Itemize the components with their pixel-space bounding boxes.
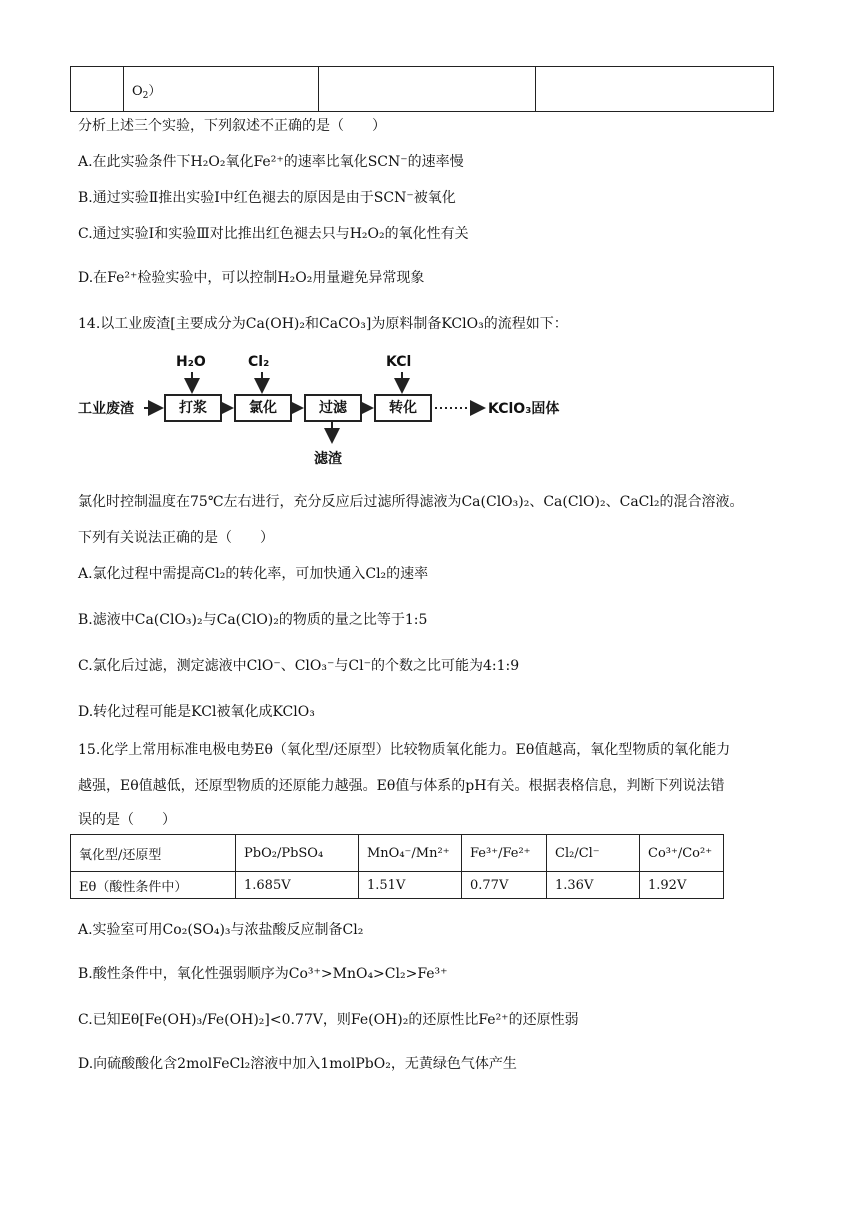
table-value-cell: 0.77V [462,872,547,899]
table-cell [319,67,536,112]
flow-step-slurry: 打浆 [164,394,222,422]
flow-start-label: 工业废渣 [78,401,134,417]
top-table-fragment [70,66,774,112]
flow-input-cl2: Cl₂ [248,354,270,370]
q13-option-d: D.在Fe²⁺检验实验中，可以控制H₂O₂用量避免异常现象 [78,270,425,286]
table-value-cell: 1.36V [547,872,640,899]
flow-step-chlorination: 氯化 [234,394,292,422]
table-cell [71,67,124,112]
table-value-cell: 1.51V [359,872,462,899]
flow-step-filtration: 过滤 [304,394,362,422]
table-header-cell: Co³⁺/Co²⁺ [640,835,724,872]
q14-option-a: A.氯化过程中需提高Cl₂的转化率，可加快通入Cl₂的速率 [78,566,429,582]
table-header-cell: 氧化型/还原型 [71,835,236,872]
flow-output-residue: 滤渣 [314,451,342,467]
q15-stem-line-1: 15.化学上常用标准电极电势Eθ（氧化型/还原型）比较物质氧化能力。Eθ值越高，氧化型物质的氧化能力 [78,742,731,758]
table-header-cell: Fe³⁺/Fe²⁺ [462,835,547,872]
table-cell [536,67,774,112]
table-value-cell: 1.92V [640,872,724,899]
electrode-potential-table [70,834,724,899]
table-cell: $O_2$） [124,67,319,112]
q14-paragraph-2: 下列有关说法正确的是（ ） [78,530,274,546]
q13-option-b: B.通过实验Ⅱ推出实验Ⅰ中红色褪去的原因是由于SCN⁻被氧化 [78,190,456,206]
flow-step-conversion: 转化 [374,394,432,422]
q14-paragraph-1: 氯化时控制温度在75℃左右进行，充分反应后过滤所得滤液为Ca(ClO₃)₂、Ca(ClO)₂、CaCl₂的混合溶液。 [78,494,744,510]
q15-option-b: B.酸性条件中，氧化性强弱顺序为Co³⁺>MnO₄>Cl₂>Fe³⁺ [78,966,448,982]
flow-input-kcl: KCl [386,354,412,370]
table-header-cell: MnO₄⁻/Mn²⁺ [359,835,462,872]
q15-option-c: C.已知Eθ[Fe(OH)₃/Fe(OH)₂]<0.77V，则Fe(OH)₂的还原性比Fe²⁺的还原性弱 [78,1012,579,1028]
table-row-label: Eθ（酸性条件中） [71,872,236,899]
q13-option-a: A.在此实验条件下H₂O₂氧化Fe²⁺的速率比氧化SCN⁻的速率慢 [78,154,464,170]
q14-option-d: D.转化过程可能是KCl被氧化成KClO₃ [78,704,315,720]
q15-stem-line-3: 误的是（ ） [78,812,176,828]
q14-option-c: C.氯化后过滤，测定滤液中ClO⁻、ClO₃⁻与Cl⁻的个数之比可能为4:1:9 [78,658,520,674]
q13-option-c: C.通过实验Ⅰ和实验Ⅲ对比推出红色褪去只与H₂O₂的氧化性有关 [78,226,469,242]
q13-stem: 分析上述三个实验，下列叙述不正确的是（ ） [78,118,386,134]
q14-flow-diagram [78,352,598,472]
q15-option-a: A.实验室可用Co₂(SO₄)₃与浓盐酸反应制备Cl₂ [78,922,364,938]
flow-end-label: KClO₃固体 [488,401,560,417]
table-header-cell: PbO₂/PbSO₄ [236,835,359,872]
table-header-cell: Cl₂/Cl⁻ [547,835,640,872]
flow-input-h2o: H₂O [176,354,206,370]
q15-stem-line-2: 越强，Eθ值越低，还原型物质的还原能力越强。Eθ值与体系的pH有关。根据表格信息，判断下列说法错 [78,778,725,794]
q15-option-d: D.向硫酸酸化含2molFeCl₂溶液中加入1molPbO₂，无黄绿色气体产生 [78,1056,517,1072]
table-value-cell: 1.685V [236,872,359,899]
q14-option-b: B.滤液中Ca(ClO₃)₂与Ca(ClO)₂的物质的量之比等于1:5 [78,612,428,628]
q14-stem: 14.以工业废渣[主要成分为Ca(OH)₂和CaCO₃]为原料制备KClO₃的流程如下： [78,316,568,332]
